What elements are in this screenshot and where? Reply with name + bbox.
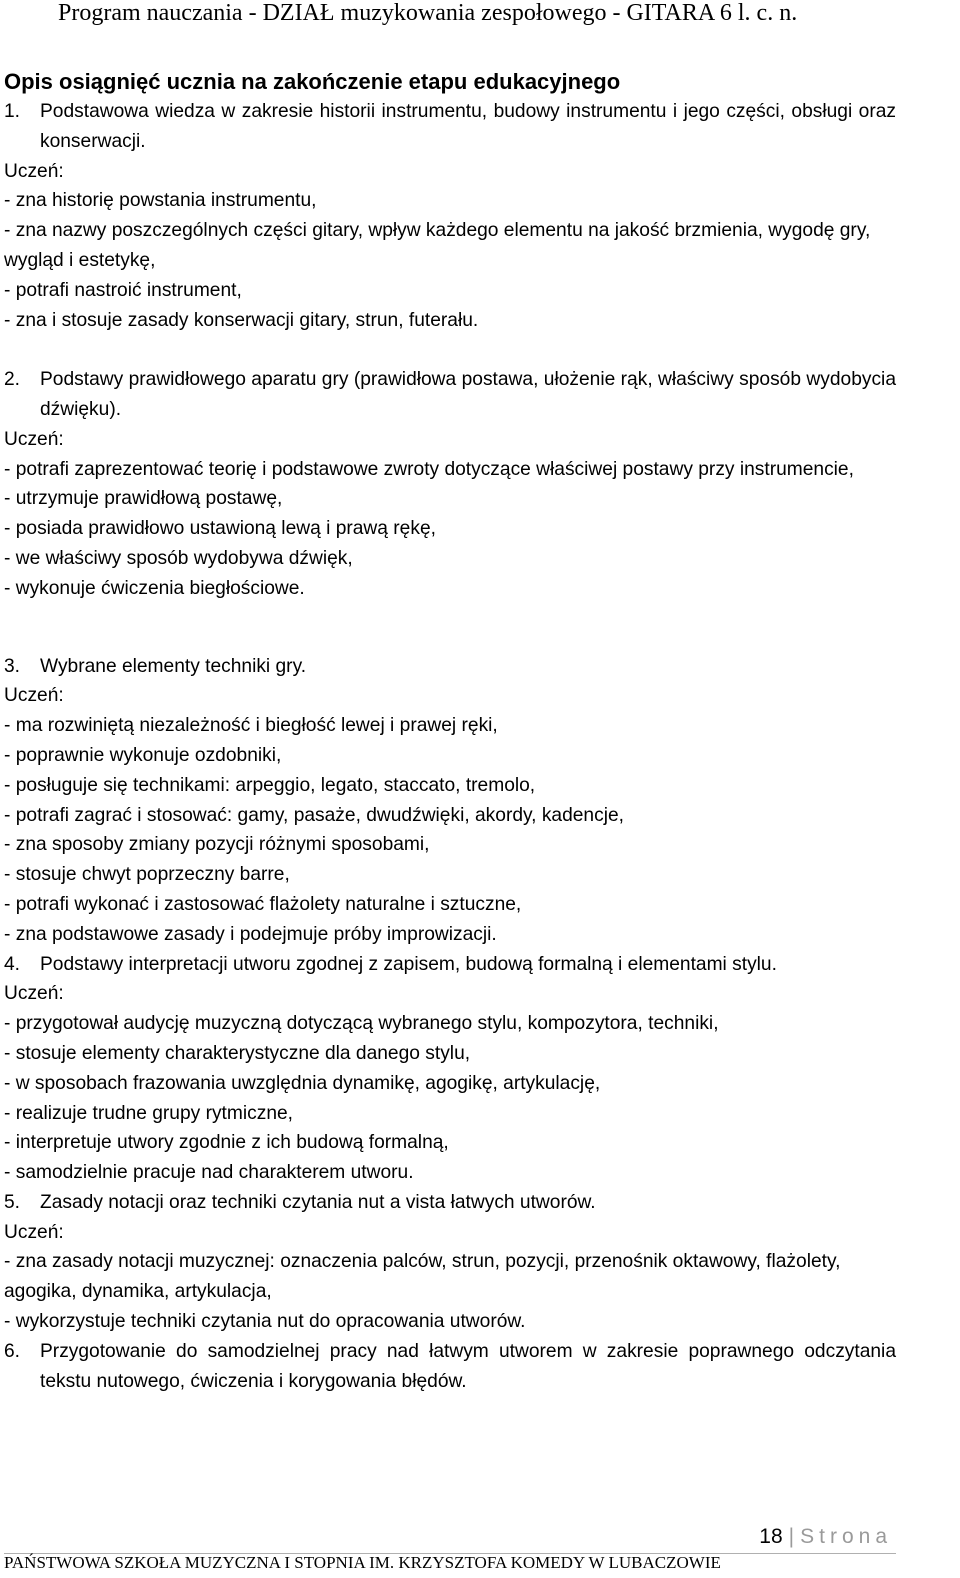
list-item: - zna i stosuje zasady konserwacji gitary, strun, futerału.: [4, 309, 479, 331]
section-6: [4, 1337, 896, 1397]
list-item: - interpretuje utwory zgodnie z ich budową formalną,: [4, 1132, 449, 1154]
student-label: Uczeń:: [4, 983, 64, 1005]
student-label: Uczeń:: [4, 160, 64, 182]
list-item: - ma rozwiniętą niezależność i biegłość lewej i prawej ręki,: [4, 715, 498, 737]
list-item: - zna zasady notacji muzycznej: oznaczenia palców, strun, pozycji, przenośnik oktawowy, flażolety, agogika, dynamika, artykulacja,: [4, 1251, 841, 1303]
school-name-footer: PAŃSTWOWA SZKOŁA MUZYCZNA I STOPNIA IM. KRZYSZTOFA KOMEDY W LUBACZOWIE: [4, 1553, 721, 1572]
list-item: - wykorzystuje techniki czytania nut do opracowania utworów.: [4, 1311, 526, 1333]
document-body: [4, 67, 896, 1396]
section-number: 5.: [4, 1191, 21, 1213]
list-item: - samodzielnie pracuje nad charakterem utworu.: [4, 1162, 414, 1184]
section-title-text: Wybrane elementy techniki gry.: [40, 655, 307, 677]
section-number: 3.: [4, 655, 21, 677]
section-title-5: [4, 1188, 896, 1218]
list-item: - wykonuje ćwiczenia biegłościowe.: [4, 577, 305, 599]
list-item: - utrzymuje prawidłową postawę,: [4, 488, 283, 510]
spacer: [4, 335, 896, 365]
section-title-text: Zasady notacji oraz techniki czytania nut a vista łatwych utworów.: [40, 1191, 596, 1213]
page-number-footer: [759, 1522, 892, 1552]
section-title-text: Przygotowanie do samodzielnej pracy nad łatwym utworem w zakresie poprawnego odczytania tekstu nutowego, ćwiczenia i korygowania błędów.: [40, 1340, 896, 1392]
running-header: Program nauczania - DZIAŁ muzykowania zespołowego - GITARA 6 l. c. n.: [58, 0, 798, 26]
section-number: 2.: [4, 369, 21, 391]
page-word: Strona: [800, 1525, 892, 1548]
section-title-text: Podstawowa wiedza w zakresie historii instrumentu, budowy instrumentu i jego części, obsługi oraz konserwacji.: [40, 101, 896, 152]
student-label: Uczeń:: [4, 428, 64, 450]
spacer: [4, 604, 896, 652]
list-item: - we właściwy sposób wydobywa dźwięk,: [4, 547, 353, 569]
section-number: 6.: [4, 1340, 21, 1362]
list-item: - stosuje elementy charakterystyczne dla danego stylu,: [4, 1042, 471, 1064]
list-item: - posiada prawidłowo ustawioną lewą i prawą rękę,: [4, 518, 436, 540]
student-label: Uczeń:: [4, 685, 64, 707]
section-title-1: [4, 97, 896, 157]
section-title-6: [4, 1337, 896, 1397]
list-item: - potrafi wykonać i zastosować flażolety naturalne i sztuczne,: [4, 893, 522, 915]
section-title-2: [4, 365, 896, 425]
section-title-text: Podstawy interpretacji utworu zgodnej z zapisem, budową formalną i elementami stylu.: [40, 953, 777, 975]
list-item: - w sposobach frazowania uwzględnia dynamikę, agogikę, artykulację,: [4, 1072, 601, 1094]
list-item: - posługuje się technikami: arpeggio, legato, staccato, tremolo,: [4, 774, 536, 796]
list-item: - poprawnie wykonuje ozdobniki,: [4, 744, 282, 766]
list-item: - potrafi nastroić instrument,: [4, 279, 242, 301]
page-separator: |: [788, 1525, 795, 1548]
list-item: - przygotował audycję muzyczną dotyczącą wybranego stylu, kompozytora, techniki,: [4, 1013, 719, 1035]
section-3: [4, 652, 896, 950]
section-title-text: Podstawy prawidłowego aparatu gry (prawidłowa postawa, ułożenie rąk, właściwy sposób wydobycia dźwięku).: [40, 369, 896, 420]
section-1: [4, 97, 896, 335]
list-item: - zna sposoby zmiany pozycji różnymi sposobami,: [4, 834, 430, 856]
section-4: [4, 950, 896, 1188]
list-item: - zna nazwy poszczególnych części gitary, wpływ każdego elementu na jakość brzmienia, wygodę gry, wygląd i estetykę,: [4, 220, 871, 271]
section-2: [4, 365, 896, 603]
list-item: - realizuje trudne grupy rytmiczne,: [4, 1102, 293, 1124]
list-item: - stosuje chwyt poprzeczny barre,: [4, 864, 290, 886]
section-number: 4.: [4, 953, 21, 975]
list-item: - zna historię powstania instrumentu,: [4, 190, 317, 212]
section-number: 1.: [4, 101, 21, 122]
list-item: - zna podstawowe zasady i podejmuje próby improwizacji.: [4, 923, 497, 945]
student-label: Uczeń:: [4, 1221, 64, 1243]
main-heading: Opis osiągnięć ucznia na zakończenie etapu edukacyjnego: [4, 69, 621, 94]
section-title-3: [4, 652, 896, 682]
section-title-4: [4, 950, 896, 980]
list-item: - potrafi zagrać i stosować: gamy, pasaże, dwudźwięki, akordy, kadencje,: [4, 804, 624, 826]
section-5: [4, 1188, 896, 1337]
page-number: 18: [759, 1525, 783, 1548]
list-item: - potrafi zaprezentować teorię i podstawowe zwroty dotyczące właściwej postawy przy instrumencie,: [4, 458, 854, 480]
